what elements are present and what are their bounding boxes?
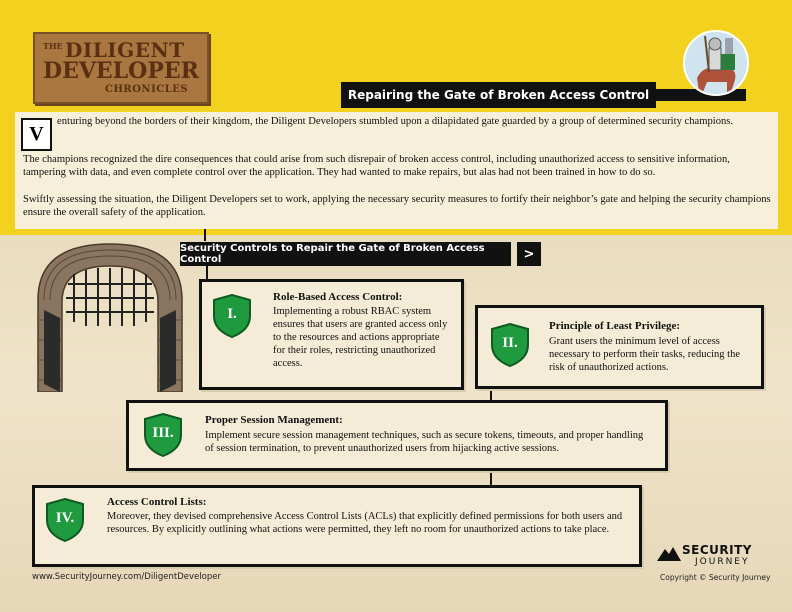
intro-paragraph-3: Swiftly assessing the situation, the Diligent Developers set to work, applying the necessary security measures to fortify their neighbor’s gate and helping the security champions ensure the overall safety of the application. — [23, 194, 771, 218]
control-numeral: III. — [152, 425, 174, 441]
connector-line — [206, 266, 208, 279]
brand-name-line-2: JOURNEY — [695, 557, 750, 567]
connector-line — [204, 229, 206, 241]
control-body: Moreover, they devised comprehensive Access Control Lists (ACLs) that explicitly defined permissions for both users and resources. By explicitly outlining what actions were permitted, they left no room for unauthorized actions to take place. — [107, 511, 623, 535]
control-body: Implement secure session management techniques, such as secure tokens, timeouts, and proper handling of session termination, to prevent unauthorized users from hijacking active sessions. — [205, 430, 644, 454]
control-card-2 — [475, 305, 764, 389]
drop-cap: V — [21, 118, 52, 151]
control-heading: Role-Based Access Control: — [273, 291, 403, 303]
control-heading: Proper Session Management: — [205, 414, 343, 426]
control-heading: Access Control Lists: — [107, 496, 207, 508]
control-body: Grant users the minimum level of access necessary to perform their tasks, reducing the risk of unauthorized actions. — [549, 336, 740, 373]
control-numeral: I. — [227, 306, 237, 322]
intro-paragraph-1: enturing beyond the borders of their kingdom, the Diligent Developers stumbled upon a dilapidated gate guarded by a group of determined security champions. — [57, 116, 734, 127]
logo-line-3: DEVELOPER — [43, 58, 199, 84]
controls-heading: Security Controls to Repair the Gate of Broken Access Control — [180, 242, 511, 266]
intro-panel — [15, 112, 778, 229]
intro-paragraph-2: The champions recognized the dire consequences that could arise from such disrepair of broken access control, including unauthorized access to sensitive information, tampering with data, and even complete control over the application. They had wanted to make repairs, but alas had not been trained in how to do so. — [23, 154, 730, 178]
gate-icon — [30, 240, 190, 392]
logo-line-2: DILIGENT — [65, 38, 185, 62]
next-arrow-button[interactable]: > — [517, 242, 541, 266]
series-logo — [33, 32, 209, 104]
control-card-4 — [32, 485, 642, 567]
mountain-icon — [657, 545, 681, 566]
logo-line-1: THE — [43, 41, 63, 51]
control-body: Implementing a robust RBAC system ensures that users are granted access only to the resources and actions appropriate for their roles, restricting unauthorized access. — [273, 306, 448, 369]
logo-line-4: CHRONICLES — [105, 84, 189, 95]
control-card-1 — [199, 279, 464, 390]
copyright-text: Copyright © Security Journey — [660, 573, 771, 582]
control-numeral: IV. — [55, 510, 75, 526]
brand-name-line-1: SECURITY — [682, 543, 752, 557]
control-numeral: II. — [502, 335, 518, 351]
control-card-3 — [126, 400, 668, 471]
footer-url-link[interactable]: www.SecurityJourney.com/DiligentDeveloper — [32, 572, 221, 582]
page-title: Repairing the Gate of Broken Access Control — [341, 82, 656, 108]
knight-icon — [683, 30, 749, 96]
control-heading: Principle of Least Privilege: — [549, 320, 681, 332]
